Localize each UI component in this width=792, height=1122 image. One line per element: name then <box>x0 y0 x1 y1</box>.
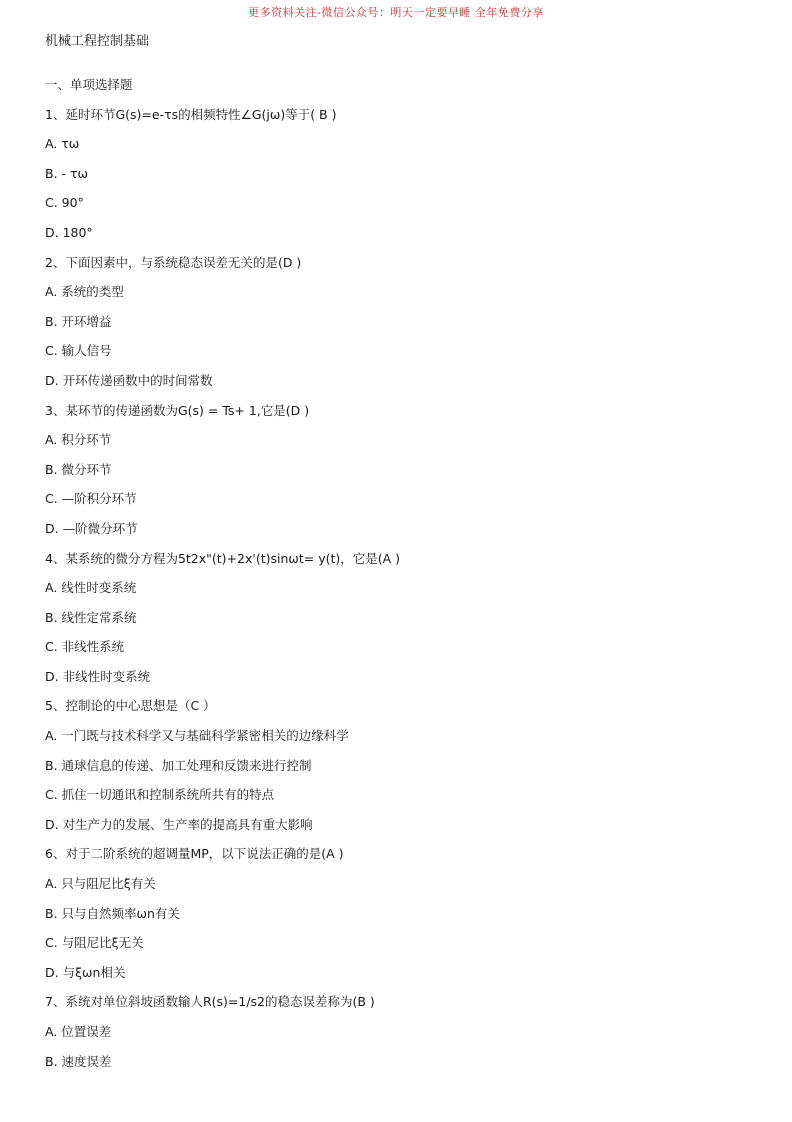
answer-option: C. 与阻尼比ξ无关 <box>45 935 144 951</box>
answer-option: A. 一门既与技术科学又与基础科学紧密相关的边缘科学 <box>45 728 349 744</box>
answer-option: B. 微分环节 <box>45 461 112 477</box>
answer-option: A. 只与阻尼比ξ有关 <box>45 876 156 892</box>
answer-option: D. 开环传递函数中的时间常数 <box>45 372 213 388</box>
section-heading: 一、单项选择题 <box>45 77 133 92</box>
answer-option: B. 线性定常系统 <box>45 609 137 625</box>
answer-option: B. 通球信息的传递、加工处理和反馈来进行控制 <box>45 757 312 773</box>
answer-option: A. 积分环节 <box>45 432 112 448</box>
answer-option: A. 位置误差 <box>45 1024 112 1039</box>
question-stem: 3、某环节的传递函数为G(s) = Ts+ 1,它是(D ) <box>45 402 310 418</box>
answer-option: D. —阶微分环节 <box>45 520 138 536</box>
answer-option: D. 非线性时变系统 <box>45 668 151 684</box>
question-stem: 1、延时环节G(s)=e-τs的相频特性∠G(jω)等于( B ) <box>45 106 337 122</box>
answer-option: B. - τω <box>45 165 88 181</box>
answer-option: B. 速度误差 <box>45 1053 112 1069</box>
answer-option: D. 对生产力的发展、生产率的提高具有重大影响 <box>45 816 313 832</box>
answer-option: D. 与ξωn相关 <box>45 964 126 980</box>
answer-option: C. 90° <box>45 195 84 211</box>
question-stem: 2、下面因素中，与系统稳态误差无关的是(D ) <box>45 254 302 270</box>
question-stem: 5、控制论的中心思想是（C ） <box>45 698 216 714</box>
answer-option: C. 非线性系统 <box>45 639 125 655</box>
answer-option: D. 180° <box>45 224 93 240</box>
question-list <box>45 76 765 1082</box>
answer-option: A. τω <box>45 136 80 152</box>
answer-option: B. 开环增益 <box>45 313 112 329</box>
answer-option: A. 线性时变系统 <box>45 580 137 596</box>
header-banner: 更多资料关注-微信公众号：明天一定要早睡 全年免费分享 <box>248 6 544 19</box>
answer-option: C. 输人信号 <box>45 343 112 359</box>
question-stem: 6、对于二阶系统的超调量MP，以下说法正确的是(A ) <box>45 846 344 862</box>
answer-option: C. —阶积分环节 <box>45 491 137 507</box>
question-stem: 7、系统对单位斜坡函数输人R(s)=1/s2的稳态误差称为(B ) <box>45 994 375 1010</box>
answer-option: C. 抓住一切通讯和控制系统所共有的特点 <box>45 787 275 803</box>
answer-option: A. 系统的类型 <box>45 284 124 300</box>
document-title: 机械工程控制基础 <box>45 34 150 49</box>
answer-option: B. 只与自然频率ωn有关 <box>45 905 180 921</box>
question-stem: 4、某系统的微分方程为5t2x"(t)+2x'(t)sinωt= y(t)，它是(A ) <box>45 550 401 566</box>
